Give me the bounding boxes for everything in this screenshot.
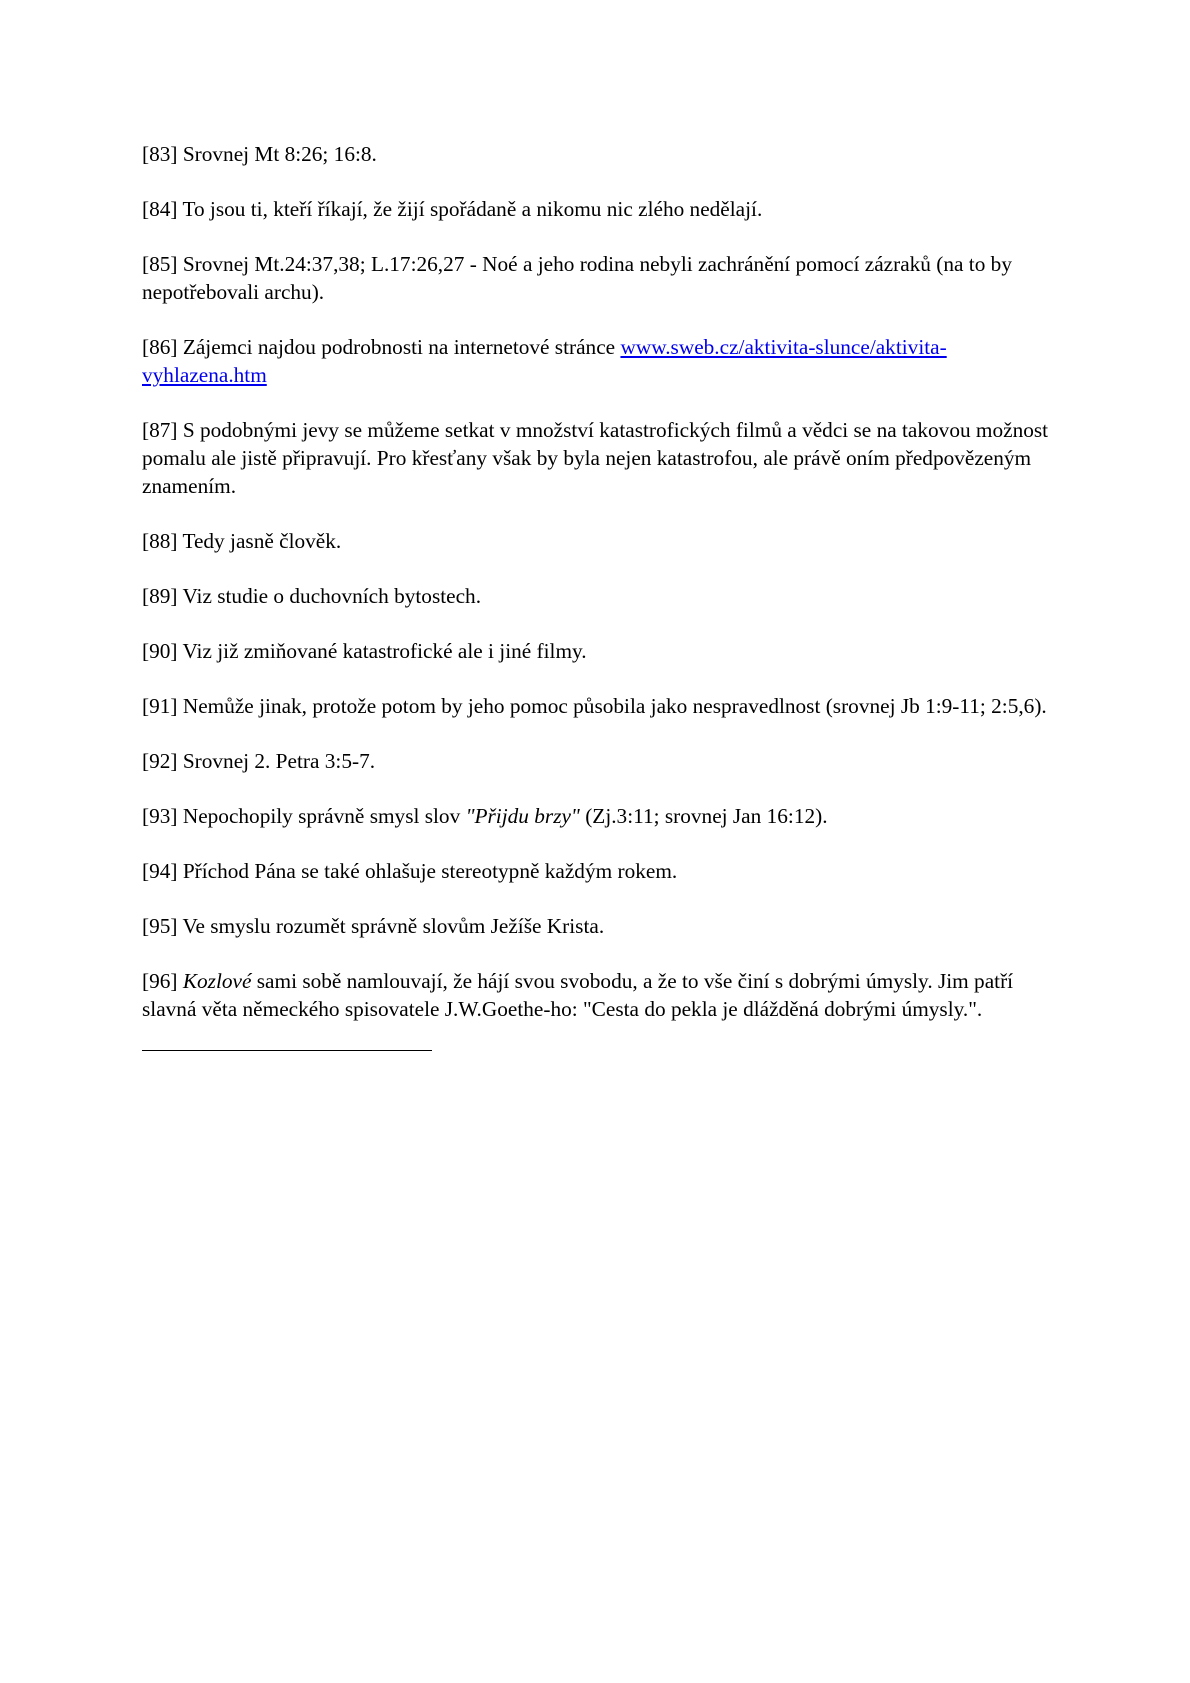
footnote-number: [93] <box>142 804 178 828</box>
footnote-text-after: sami sobě namlouvají, že hájí svou svobodu, a že to vše činí s dobrými úmysly. Jim patří slavná věta německého spisovatele J.W.Goethe-ho: "Cesta do pekla je dlážděná dobrými úmysly.". <box>142 969 1014 1021</box>
footnote-text: Nepochopily správně smysl slov <box>182 804 461 828</box>
footnote-89 <box>142 582 1062 610</box>
footnote-96 <box>142 967 1062 1023</box>
footnote-number: [84] <box>142 197 178 221</box>
footnote-85 <box>142 250 1062 306</box>
footnote-number: [86] <box>142 335 178 359</box>
footnote-text: Srovnej Mt.24:37,38; L.17:26,27 - Noé a jeho rodina nebyli zachránění pomocí zázraků (na to by nepotřebovali archu). <box>142 252 1012 304</box>
footnote-number: [96] <box>142 969 178 993</box>
footnote-text: To jsou ti, kteří říkají, že žijí spořádaně a nikomu nic zlého nedělají. <box>182 197 763 221</box>
footnote-text: Srovnej Mt 8:26; 16:8. <box>182 142 377 166</box>
footnote-number: [88] <box>142 529 178 553</box>
footnote-number: [95] <box>142 914 178 938</box>
footnote-83 <box>142 140 1062 168</box>
footnote-text: Tedy jasně člověk. <box>182 529 342 553</box>
footnote-95 <box>142 912 1062 940</box>
footnote-text: Viz studie o duchovních bytostech. <box>182 584 482 608</box>
footnote-90 <box>142 637 1062 665</box>
footnote-88 <box>142 527 1062 555</box>
footnote-91 <box>142 692 1062 720</box>
footnote-italic-quote: "Přijdu brzy" <box>465 804 580 828</box>
footnote-text: Ve smyslu rozumět správně slovům Ježíše Krista. <box>182 914 605 938</box>
document-page <box>142 140 1062 1051</box>
footnote-93 <box>142 802 1062 830</box>
footnote-number: [89] <box>142 584 178 608</box>
footnote-text: Viz již zmiňované katastrofické ale i jiné filmy. <box>182 639 587 663</box>
footnote-separator-rule <box>142 1050 432 1051</box>
footnote-number: [90] <box>142 639 178 663</box>
footnote-text: Zájemci najdou podrobnosti na internetové stránce <box>182 335 616 359</box>
footnote-number: [91] <box>142 694 178 718</box>
footnote-text: Nemůže jinak, protože potom by jeho pomoc působila jako nespravedlnost (srovnej Jb 1:9-11; 2:5,6). <box>182 694 1047 718</box>
footnote-92 <box>142 747 1062 775</box>
footnote-number: [85] <box>142 252 178 276</box>
footnote-number: [83] <box>142 142 178 166</box>
footnote-italic-term: Kozlové <box>182 969 252 993</box>
footnote-text: Srovnej 2. Petra 3:5-7. <box>182 749 376 773</box>
footnote-94 <box>142 857 1062 885</box>
footnote-text: S podobnými jevy se můžeme setkat v množství katastrofických filmů a vědci se na takovou možnost pomalu ale jistě připravují. Pro křesťany však by byla nejen katastrofou, ale právě oním předpovězeným znamením. <box>142 418 1049 498</box>
footnote-86 <box>142 333 1062 389</box>
footnote-text-after: (Zj.3:11; srovnej Jan 16:12). <box>585 804 828 828</box>
footnote-text: Příchod Pána se také ohlašuje stereotypně každým rokem. <box>182 859 678 883</box>
footnote-number: [87] <box>142 418 178 442</box>
footnote-84 <box>142 195 1062 223</box>
external-link[interactable]: www.sweb.cz/aktivita-slunce/aktivita-vyhlazena.htm <box>142 335 947 387</box>
footnote-number: [94] <box>142 859 178 883</box>
footnote-number: [92] <box>142 749 178 773</box>
footnote-87 <box>142 416 1062 500</box>
